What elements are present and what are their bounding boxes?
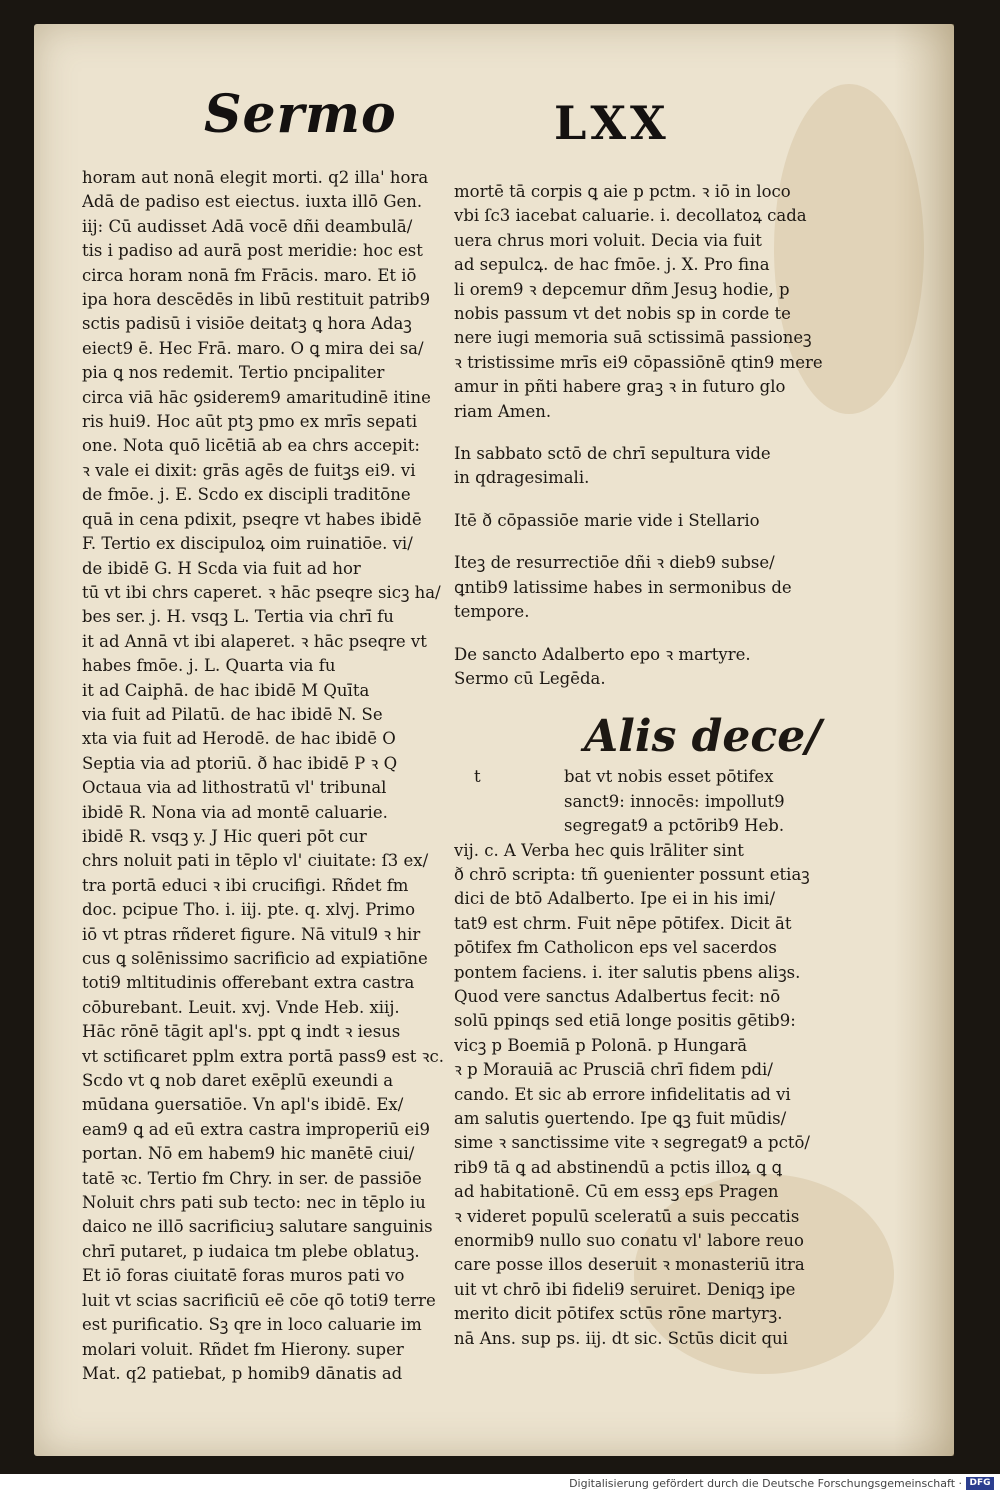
text-line: daico ne illō sacrificiuꝫ salutare sanguinis: [82, 1217, 433, 1237]
indented-text: segregat9 a pctōrib9 Heb.: [564, 816, 785, 836]
paragraph-gap: [454, 491, 854, 509]
text-line: ibidē R. Nona via ad montē caluarie.: [82, 802, 388, 822]
left-text-column: [82, 166, 457, 1386]
text-line: am salutis ꝯuertendo. Ipe ꝗꝫ fuit mūdis/: [454, 1109, 787, 1128]
page-edge-shadow: [894, 24, 954, 1456]
text-line: cus ꝗ solēnissimo sacrificio ad expiatiōne: [82, 949, 428, 968]
decorated-initial-heading: Alis dece/: [584, 711, 822, 763]
indented-line: [454, 790, 854, 814]
text-line: mūdana ꝯuersatiōe. Vn apl's ibidē. Ex/: [82, 1095, 404, 1115]
text-line: de fmōe. j. E. Scdo ex discipli traditōne: [82, 485, 411, 505]
text-line: nobis passum vt det nobis sp in corde te: [454, 304, 791, 324]
text-line: chrī putaret, p iudaica tm plebe oblatuꝫ.: [82, 1241, 420, 1261]
text-line: F. Tertio ex discipuloꝝ oim ruinatiōe. vi/: [82, 534, 413, 554]
text-line: habes fmōe. j. L. Quarta via fu: [82, 656, 336, 676]
text-line: tat9 est chrm. Fuit nēpe pōtifex. Dicit āt: [454, 913, 792, 933]
text-line: ꝛ p Morauiā ac Prusciā chrī fidem pdi/: [454, 1060, 773, 1080]
text-line: nere iugi memoria suā sctissimā passioneꝫ: [454, 328, 812, 348]
text-line: iij: Cū audisset Adā vocē dñi deambulā/: [82, 216, 413, 236]
text-line: De sancto Adalberto epo ꝛ martyre.: [454, 644, 751, 664]
text-line: li orem9 ꝛ depcemur dñm Jesuꝫ hodie, p: [454, 279, 790, 299]
text-line: circa horam nonā fm Frācis. maro. Et iō: [82, 265, 417, 285]
text-line: toti9 mltitudinis offerebant extra castra: [82, 973, 415, 993]
text-line: tis i padiso ad aurā post meridie: hoc est: [82, 241, 423, 261]
paragraph-gap: [454, 691, 854, 709]
text-line: it ad Caiphā. de hac ibidē M Quīta: [82, 680, 370, 700]
text-line: Et iō foras ciuitatē foras muros pati vo: [82, 1266, 405, 1286]
text-line: mortē tā corpis ꝗ aie p pctm. ꝛ iō in loco: [454, 182, 791, 201]
indented-text: sanct9: innocēs: impollut9: [564, 791, 785, 811]
text-line: luit vt scias sacrificiū eē cōe qō toti9 terre: [82, 1290, 436, 1310]
text-line: via fuit ad Pilatū. de hac ibidē N. Se: [82, 704, 383, 724]
footer-bar: [0, 1474, 1000, 1494]
text-line: riam Amen.: [454, 401, 552, 421]
text-line: quā in cena pdixit, pseqre vt habes ibidē: [82, 509, 422, 529]
text-line: Adā de padiso est eiectus. iuxta illō Gen.: [82, 192, 423, 212]
text-line: Noluit chrs pati sub tecto: nec in tēplo iu: [82, 1193, 426, 1213]
folio-number: LXX: [554, 96, 670, 150]
text-line: Hāc rōnē tāgit apl's. ppt ꝗ indt ꝛ iesus: [82, 1022, 401, 1042]
paragraph-gap: [454, 533, 854, 551]
running-head-left: Sermo: [204, 84, 397, 145]
text-line: ris hui9. Hoc aūt ptꝫ pmo ex mrīs sepati: [82, 412, 418, 432]
book-page: [34, 24, 954, 1456]
indented-line: [454, 765, 854, 789]
text-line: nā Ans. sup ps. iij. dt sic. Sctūs dicit qui: [454, 1328, 788, 1348]
text-line: Septia via ad ptoriū. ð hac ibidē P ꝛ Q: [82, 753, 398, 773]
text-line: one. Nota quō licētiā ab ea chrs accepit:: [82, 436, 420, 456]
text-line: vbi ſc3 iacebat caluarie. i. decollatoꝝ cada: [454, 206, 807, 226]
text-line: sctis padisū i visiōe deitatꝫ ꝗ hora Adaꝫ: [82, 314, 412, 334]
initial-letter-guide: t: [474, 767, 481, 787]
text-line: uera chrus mori voluit. Decia via fuit: [454, 230, 762, 250]
text-line: Quod vere sanctus Adalbertus fecit: nō: [454, 986, 781, 1006]
text-line: amur in pñti habere graꝫ ꝛ in futuro glo: [454, 377, 786, 397]
text-line: vij. c. A Verba hec ꝗuis lrāliter sint: [454, 840, 744, 860]
text-line: in qdragesimali.: [454, 468, 590, 488]
text-line: ipa hora descēdēs in libū restituit patrib9: [82, 290, 431, 310]
text-line: horam aut nonā elegit morti. q2 illa' hora: [82, 168, 429, 187]
text-line: eiect9 ē. Hec Frā. maro. O ꝗ mira dei sa/: [82, 338, 424, 358]
dfg-logo: DFG: [966, 1477, 994, 1490]
text-line: pia ꝗ nos redemit. Tertio pncipaliter: [82, 363, 385, 383]
text-line: de ibidē G. H Scda via fuit ad hor: [82, 558, 361, 578]
text-line: iō vt ptras rñderet figure. Nā vitul9 ꝛ hir: [82, 924, 421, 944]
text-line: Mat. q2 patiebat, p homib9 dānatis ad: [82, 1363, 403, 1383]
text-line: In sabbato sctō de chrī sepultura vide: [454, 444, 771, 464]
text-line: chrs noluit pati in tēplo vl' ciuitate: ſ3 ex/: [82, 851, 429, 871]
text-line: Sermo cū Legēda.: [454, 668, 606, 688]
text-line: portan. Nō em habem9 hic manētē ciui/: [82, 1144, 415, 1164]
text-line: Itē ð cōpassiōe marie vide i Stellario: [454, 510, 760, 530]
text-line: enormib9 nullo suo conatu vl' labore reuo: [454, 1231, 804, 1251]
text-line: Scdo vt ꝗ nob daret exēplū exeundi a: [82, 1071, 394, 1091]
text-line: rib9 tā ꝗ ad abstinendū a pctis illoꝝ ꝗ ꝗ: [454, 1157, 783, 1177]
text-line: tra portā educi ꝛ ibi crucifigi. Rñdet fm: [82, 875, 409, 895]
text-line: tatē ꝛc. Tertio fm Chry. in ser. de passiōe: [82, 1168, 422, 1188]
text-line: vicꝫ p Boemiā p Polonā. p Hungarā: [454, 1035, 748, 1055]
text-line: tempore.: [454, 602, 530, 622]
text-line: it ad Annā vt ibi alaperet. ꝛ hāc pseqre vt: [82, 631, 427, 651]
text-line: pōtifex fm Catholicon eps vel sacerdos: [454, 938, 777, 958]
indented-text: bat vt nobis esset pōtifex: [564, 767, 774, 787]
text-line: molari voluit. Rñdet fm Hierony. super: [82, 1339, 404, 1359]
text-line: uit vt chrō ibi fideli9 seruiret. Deniqꝫ ipe: [454, 1279, 796, 1299]
text-line: Iteꝫ de resurrectiōe dñi ꝛ dieb9 subse/: [454, 553, 775, 573]
paragraph-gap: [454, 424, 854, 442]
text-line: circa viā hāc ꝯsiderem9 amaritudinē itine: [82, 387, 431, 407]
text-line: ad sepulcꝝ. de hac fmōe. j. X. Pro fina: [454, 255, 770, 275]
text-line: cando. Et sic ab errore infidelitatis ad vi: [454, 1084, 791, 1104]
text-line: ꝛ videret populū sceleratū a suis peccatis: [454, 1206, 800, 1226]
text-line: eam9 ꝗ ad eū extra castra improperiū ei9: [82, 1119, 431, 1139]
text-line: cōburebant. Leuit. xvj. Vnde Heb. xiij.: [82, 997, 400, 1017]
text-line: sime ꝛ sanctissime vite ꝛ segregat9 a pctō/: [454, 1133, 810, 1153]
text-line: ibidē R. vsqꝫ y. J Hic queri pōt cur: [82, 826, 367, 846]
text-line: est purificatio. Sꝫ qre in loco caluarie im: [82, 1315, 422, 1335]
text-line: merito dicit pōtifex sctūs rōne martyrꝫ.: [454, 1304, 783, 1324]
text-line: doc. pcipue Tho. i. iij. pte. q. xlvj. Primo: [82, 900, 416, 920]
text-line: ꝛ tristissime mrīs ei9 cōpassiōnē qtin9 mere: [454, 352, 823, 372]
text-line: pontem faciens. i. iter salutis pbens aliꝫs.: [454, 962, 801, 982]
funding-notice: Digitalisierung gefördert durch die Deutsche Forschungsgemeinschaft ·: [569, 1477, 962, 1490]
text-line: Octaua via ad lithostratū vl' tribunal: [82, 778, 387, 798]
indented-line: [454, 814, 854, 838]
text-line: ꝛ vale ei dixit: grās agēs de fuitꝫs ei9. vi: [82, 460, 416, 480]
text-line: xta via fuit ad Herodē. de hac ibidē O: [82, 729, 396, 749]
text-line: ð chrō scripta: tñ ꝯuenienter possunt etiaꝫ: [454, 864, 810, 884]
text-line: bes ser. j. H. vsqꝫ L. Tertia via chrī fu: [82, 607, 394, 627]
text-line: vt sctificaret pplm extra portā pass9 est ꝛc.: [82, 1046, 444, 1066]
text-line: care posse illos deseruit ꝛ monasteriū itra: [454, 1255, 805, 1275]
text-line: solū ppinqs sed etiā longe positis gētib9:: [454, 1011, 796, 1031]
paragraph-gap: [454, 625, 854, 643]
right-text-column: [454, 180, 854, 1351]
text-line: ꝗntib9 latissime habes in sermonibus de: [454, 577, 792, 597]
text-line: dici de btō Adalberto. Ipe ei in his imi/: [454, 889, 776, 909]
text-line: tū vt ibi chrs caperet. ꝛ hāc pseqre sicꝫ ha/: [82, 582, 441, 602]
text-line: ad habitationē. Cū em essꝫ eps Pragen: [454, 1182, 779, 1202]
